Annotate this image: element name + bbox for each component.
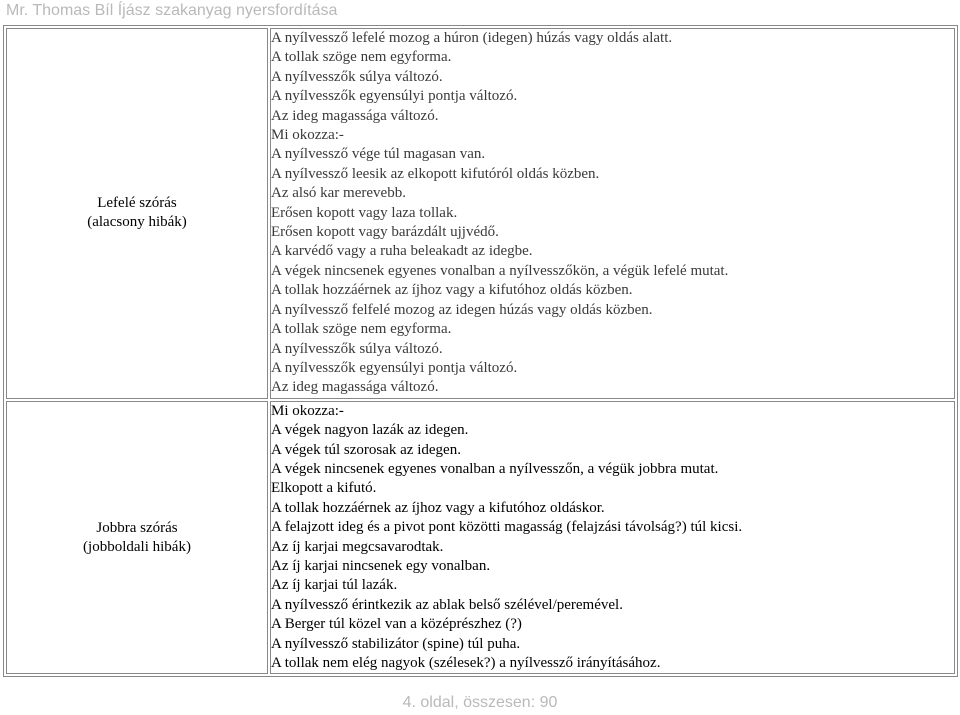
text-line: Erősen kopott vagy barázdált ujjvédő. — [271, 224, 499, 241]
page-footer: 4. oldal, összesen: 90 — [402, 694, 558, 711]
text-line: Mi okozza:- — [271, 127, 344, 144]
text-line: A végek nincsenek egyenes vonalban a nyílvesszőkön, a végük lefelé mutat. — [271, 262, 729, 279]
text-line: A nyílvessző leesik az elkopott kifutóról oldás közben. — [271, 165, 600, 182]
row-content — [270, 28, 955, 399]
row-content — [270, 401, 955, 675]
error-table — [3, 25, 958, 677]
text-line: A nyílvesszők súlya változó. — [271, 68, 443, 85]
text-line: Az íj karjai megcsavarodtak. — [271, 538, 444, 555]
text-line: Elkopott a kifutó. — [271, 480, 377, 497]
text-line: A nyílvesszők súlya változó. — [271, 340, 443, 357]
text-line: A tollak szöge nem egyforma. — [271, 321, 452, 338]
text-line: Az ideg magassága változó. — [271, 107, 439, 124]
text-line: A tollak szöge nem egyforma. — [271, 49, 452, 66]
table-row — [6, 401, 955, 675]
text-line: A nyílvessző érintkezik az ablak belső szélével/peremével. — [271, 596, 623, 613]
text-line: Az alsó kar merevebb. — [271, 185, 406, 202]
text-line: Az íj karjai nincsenek egy vonalban. — [271, 557, 491, 574]
text-line: A tollak nem elég nagyok (szélesek?) a nyílvessző irányításához. — [271, 655, 661, 671]
text-line: A nyílvesszők egyensúlyi pontja változó. — [271, 88, 518, 105]
row-label — [6, 401, 268, 675]
text-line: A felajzott ideg és a pivot pont közötti magasság (felajzási távolság?) túl kicsi. — [271, 519, 743, 536]
text-line: A Berger túl közel van a középrészhez (?) — [271, 616, 522, 633]
document-header: Mr. Thomas Bíl Íjász szakanyag nyersfordítása — [6, 2, 338, 19]
text-line: A tollak hozzáérnek az íjhoz vagy a kifutóhoz oldás közben. — [271, 282, 633, 299]
text-line: A végek nincsenek egyenes vonalban a nyílvesszőn, a végük jobbra mutat. — [271, 460, 719, 477]
text-line: A nyílvesszők egyensúlyi pontja változó. — [271, 359, 518, 376]
row-label-subtitle: (alacsony hibák) — [87, 214, 187, 231]
table-row — [6, 28, 955, 399]
text-line: A végek túl szorosak az idegen. — [271, 441, 461, 458]
text-line: Az ideg magassága változó. — [271, 379, 439, 396]
text-line: A tollak hozzáérnek az íjhoz vagy a kifutóhoz oldáskor. — [271, 499, 605, 516]
text-line: Mi okozza:- — [271, 402, 344, 419]
text-line: Az íj karjai túl lazák. — [271, 577, 398, 594]
text-line: A nyílvessző felfelé mozog az idegen húzás vagy oldás közben. — [271, 301, 653, 318]
row-label-subtitle: (jobboldali hibák) — [83, 538, 191, 555]
row-label-title: Lefelé szórás — [97, 195, 177, 212]
row-label-title: Jobbra szórás — [96, 519, 178, 536]
text-line: A nyílvessző vége túl magasan van. — [271, 146, 486, 163]
text-line: A végek nagyon lazák az idegen. — [271, 422, 469, 439]
text-line: A nyílvessző lefelé mozog a húron (idegen) húzás vagy oldás alatt. — [271, 30, 673, 46]
text-line: A karvédő vagy a ruha beleakadt az idegbe. — [271, 243, 533, 260]
row-label — [6, 28, 268, 399]
text-line: A nyílvessző stabilizátor (spine) túl puha. — [271, 635, 521, 652]
text-line: Erősen kopott vagy laza tollak. — [271, 204, 458, 221]
